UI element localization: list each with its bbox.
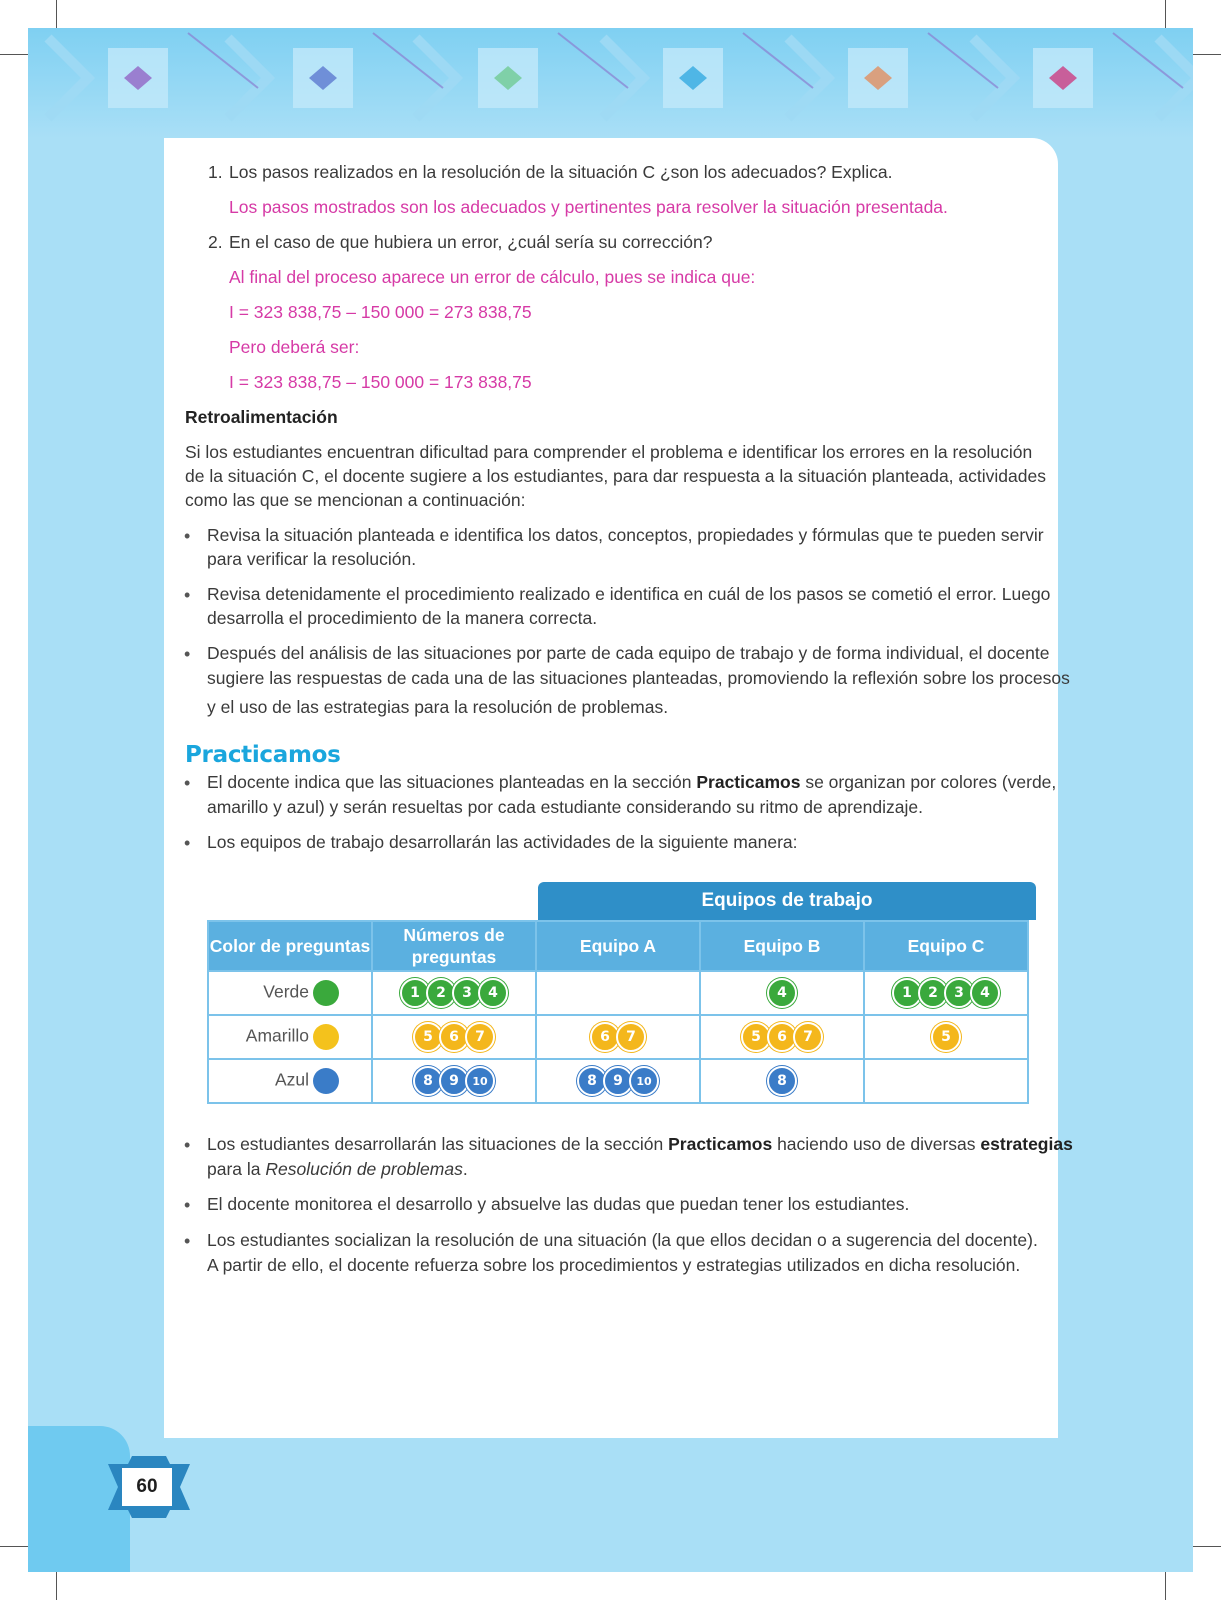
paragraph-line: de la situación C, el docente sugiere a los estudiantes, para dar respuesta a la situación planteada, actividades bbox=[185, 466, 1046, 486]
cell-numeros bbox=[372, 1059, 536, 1103]
crop-mark bbox=[56, 1572, 57, 1600]
list-item-line: El docente monitorea el desarrollo y absuelve las dudas que puedan tener los estudiantes. bbox=[207, 1194, 910, 1214]
question-number-badge: 10 bbox=[629, 1066, 659, 1096]
bullet-icon: • bbox=[184, 833, 191, 853]
cell-c bbox=[864, 1059, 1028, 1103]
question-number-badge: 8 bbox=[413, 1066, 443, 1096]
question-number-badge: 5 bbox=[741, 1022, 771, 1052]
answer-formula: I = 323 838,75 – 150 000 = 173 838,75 bbox=[229, 372, 532, 392]
cell-numeros bbox=[372, 1015, 536, 1059]
list-item-line: Después del análisis de las situaciones por parte de cada equipo de trabajo y de forma individual, el docente bbox=[207, 643, 1050, 663]
crop-mark bbox=[1193, 54, 1221, 55]
question-number-badge: 5 bbox=[931, 1022, 961, 1052]
question-number: 1. bbox=[208, 162, 223, 182]
answer-text: Los pasos mostrados son los adecuados y pertinentes para resolver la situación presentada. bbox=[229, 197, 948, 217]
question-number-badge: 9 bbox=[603, 1066, 633, 1096]
list-item-line: Los estudiantes desarrollarán las situaciones de la sección Practicamos haciendo uso de diversas estrategias bbox=[207, 1134, 1073, 1154]
cell-b bbox=[700, 1059, 864, 1103]
pattern-decoration bbox=[28, 28, 1193, 138]
question-number-badge: 8 bbox=[577, 1066, 607, 1096]
column-header: Números de preguntas bbox=[372, 921, 536, 971]
color-name: Azul bbox=[274, 1069, 309, 1090]
crop-mark bbox=[1193, 1546, 1221, 1547]
bullet-icon: • bbox=[184, 1231, 191, 1251]
list-item-line: Los equipos de trabajo desarrollarán las actividades de la siguiente manera: bbox=[207, 832, 798, 852]
question-number-badge: 3 bbox=[944, 978, 974, 1008]
paragraph-line: como las que se mencionan a continuación: bbox=[185, 490, 526, 510]
list-item-line: El docente indica que las situaciones planteadas en la sección Practicamos se organizan por colores (verde, bbox=[207, 772, 1057, 792]
color-dot-icon bbox=[313, 1024, 339, 1050]
question-number-badge: 2 bbox=[426, 978, 456, 1008]
bullet-icon: • bbox=[184, 585, 191, 605]
question-number-badge: 2 bbox=[918, 978, 948, 1008]
list-item-line: amarillo y azul) y serán resueltas por cada estudiante considerando su ritmo de aprendizaje. bbox=[207, 797, 923, 817]
table-header-row bbox=[208, 921, 1028, 971]
question-number-badge: 5 bbox=[413, 1022, 443, 1052]
bullet-icon: • bbox=[184, 773, 191, 793]
list-item-line: sugiere las respuestas de cada una de las situaciones planteadas, promoviendo la reflexión sobre los procesos bbox=[207, 668, 1070, 688]
section-title: Practicamos bbox=[185, 742, 341, 768]
question-number-badge: 7 bbox=[616, 1022, 646, 1052]
cell-b bbox=[700, 1015, 864, 1059]
list-item-line: y el uso de las estrategias para la resolución de problemas. bbox=[207, 697, 669, 717]
color-dot-icon bbox=[313, 1068, 339, 1094]
column-header: Equipo A bbox=[536, 921, 700, 971]
crop-mark bbox=[0, 54, 28, 55]
section-heading: Retroalimentación bbox=[185, 407, 338, 427]
page-number: 60 bbox=[122, 1468, 172, 1506]
decorative-banner bbox=[28, 28, 1193, 138]
question-number-badge: 7 bbox=[793, 1022, 823, 1052]
color-cell bbox=[208, 971, 372, 1015]
cell-c bbox=[864, 1015, 1028, 1059]
question-number-badge: 10 bbox=[465, 1066, 495, 1096]
question-number-badge: 4 bbox=[478, 978, 508, 1008]
question-number-badge: 4 bbox=[970, 978, 1000, 1008]
color-cell bbox=[208, 1015, 372, 1059]
cell-b bbox=[700, 971, 864, 1015]
crop-mark bbox=[0, 1546, 28, 1547]
table-group-header: Equipos de trabajo bbox=[538, 882, 1036, 920]
question-number-badge: 1 bbox=[892, 978, 922, 1008]
column-header: Equipo C bbox=[864, 921, 1028, 971]
list-item-line: para verificar la resolución. bbox=[207, 549, 417, 569]
table-row bbox=[208, 1059, 1028, 1103]
color-name: Verde bbox=[263, 981, 309, 1002]
bullet-icon: • bbox=[184, 1135, 191, 1155]
bullet-icon: • bbox=[184, 644, 191, 664]
crop-mark bbox=[1165, 0, 1166, 28]
cell-a bbox=[536, 971, 700, 1015]
question-number-badge: 8 bbox=[767, 1066, 797, 1096]
cell-a bbox=[536, 1059, 700, 1103]
cell-numeros bbox=[372, 971, 536, 1015]
bullet-icon: • bbox=[184, 1195, 191, 1215]
list-item-line: para la Resolución de problemas. bbox=[207, 1159, 468, 1179]
question-number: 2. bbox=[208, 232, 223, 252]
list-item-line: Revisa la situación planteada e identifica los datos, conceptos, propiedades y fórmulas que te pueden servir bbox=[207, 525, 1044, 545]
list-item-line: desarrolla el procedimiento de la manera correcta. bbox=[207, 608, 598, 628]
question-text: En el caso de que hubiera un error, ¿cuál sería su corrección? bbox=[229, 232, 713, 252]
list-item-line: Revisa detenidamente el procedimiento realizado e identifica en cuál de los pasos se cometió el error. Luego bbox=[207, 584, 1051, 604]
question-number-badge: 7 bbox=[465, 1022, 495, 1052]
color-cell bbox=[208, 1059, 372, 1103]
answer-text: Pero deberá ser: bbox=[229, 337, 360, 357]
color-name: Amarillo bbox=[245, 1025, 309, 1046]
question-number-badge: 3 bbox=[452, 978, 482, 1008]
question-text: Los pasos realizados en la resolución de la situación C ¿son los adecuados? Explica. bbox=[229, 162, 893, 182]
cell-c bbox=[864, 971, 1028, 1015]
list-item-line: A partir de ello, el docente refuerza sobre los procedimientos y estrategias utilizados en dicha resolución. bbox=[207, 1255, 1021, 1275]
crop-mark bbox=[1165, 1572, 1166, 1600]
table-row bbox=[208, 1015, 1028, 1059]
answer-text: Al final del proceso aparece un error de cálculo, pues se indica que: bbox=[229, 267, 756, 287]
question-number-badge: 6 bbox=[439, 1022, 469, 1052]
question-number-badge: 9 bbox=[439, 1066, 469, 1096]
question-number-badge: 1 bbox=[400, 978, 430, 1008]
column-header: Color de preguntas bbox=[208, 921, 372, 971]
bullet-icon: • bbox=[184, 526, 191, 546]
teams-table bbox=[207, 920, 1029, 1104]
column-header: Equipo B bbox=[700, 921, 864, 971]
question-number-badge: 4 bbox=[767, 978, 797, 1008]
paragraph-line: Si los estudiantes encuentran dificultad para comprender el problema e identificar los errores en la resolución bbox=[185, 442, 1033, 462]
question-number-badge: 6 bbox=[767, 1022, 797, 1052]
table-row bbox=[208, 971, 1028, 1015]
cell-a bbox=[536, 1015, 700, 1059]
list-item-line: Los estudiantes socializan la resolución de una situación (la que ellos decidan o a sugerencia del docente). bbox=[207, 1230, 1038, 1250]
answer-formula: I = 323 838,75 – 150 000 = 273 838,75 bbox=[229, 302, 532, 322]
color-dot-icon bbox=[313, 980, 339, 1006]
question-number-badge: 6 bbox=[590, 1022, 620, 1052]
crop-mark bbox=[56, 0, 57, 28]
